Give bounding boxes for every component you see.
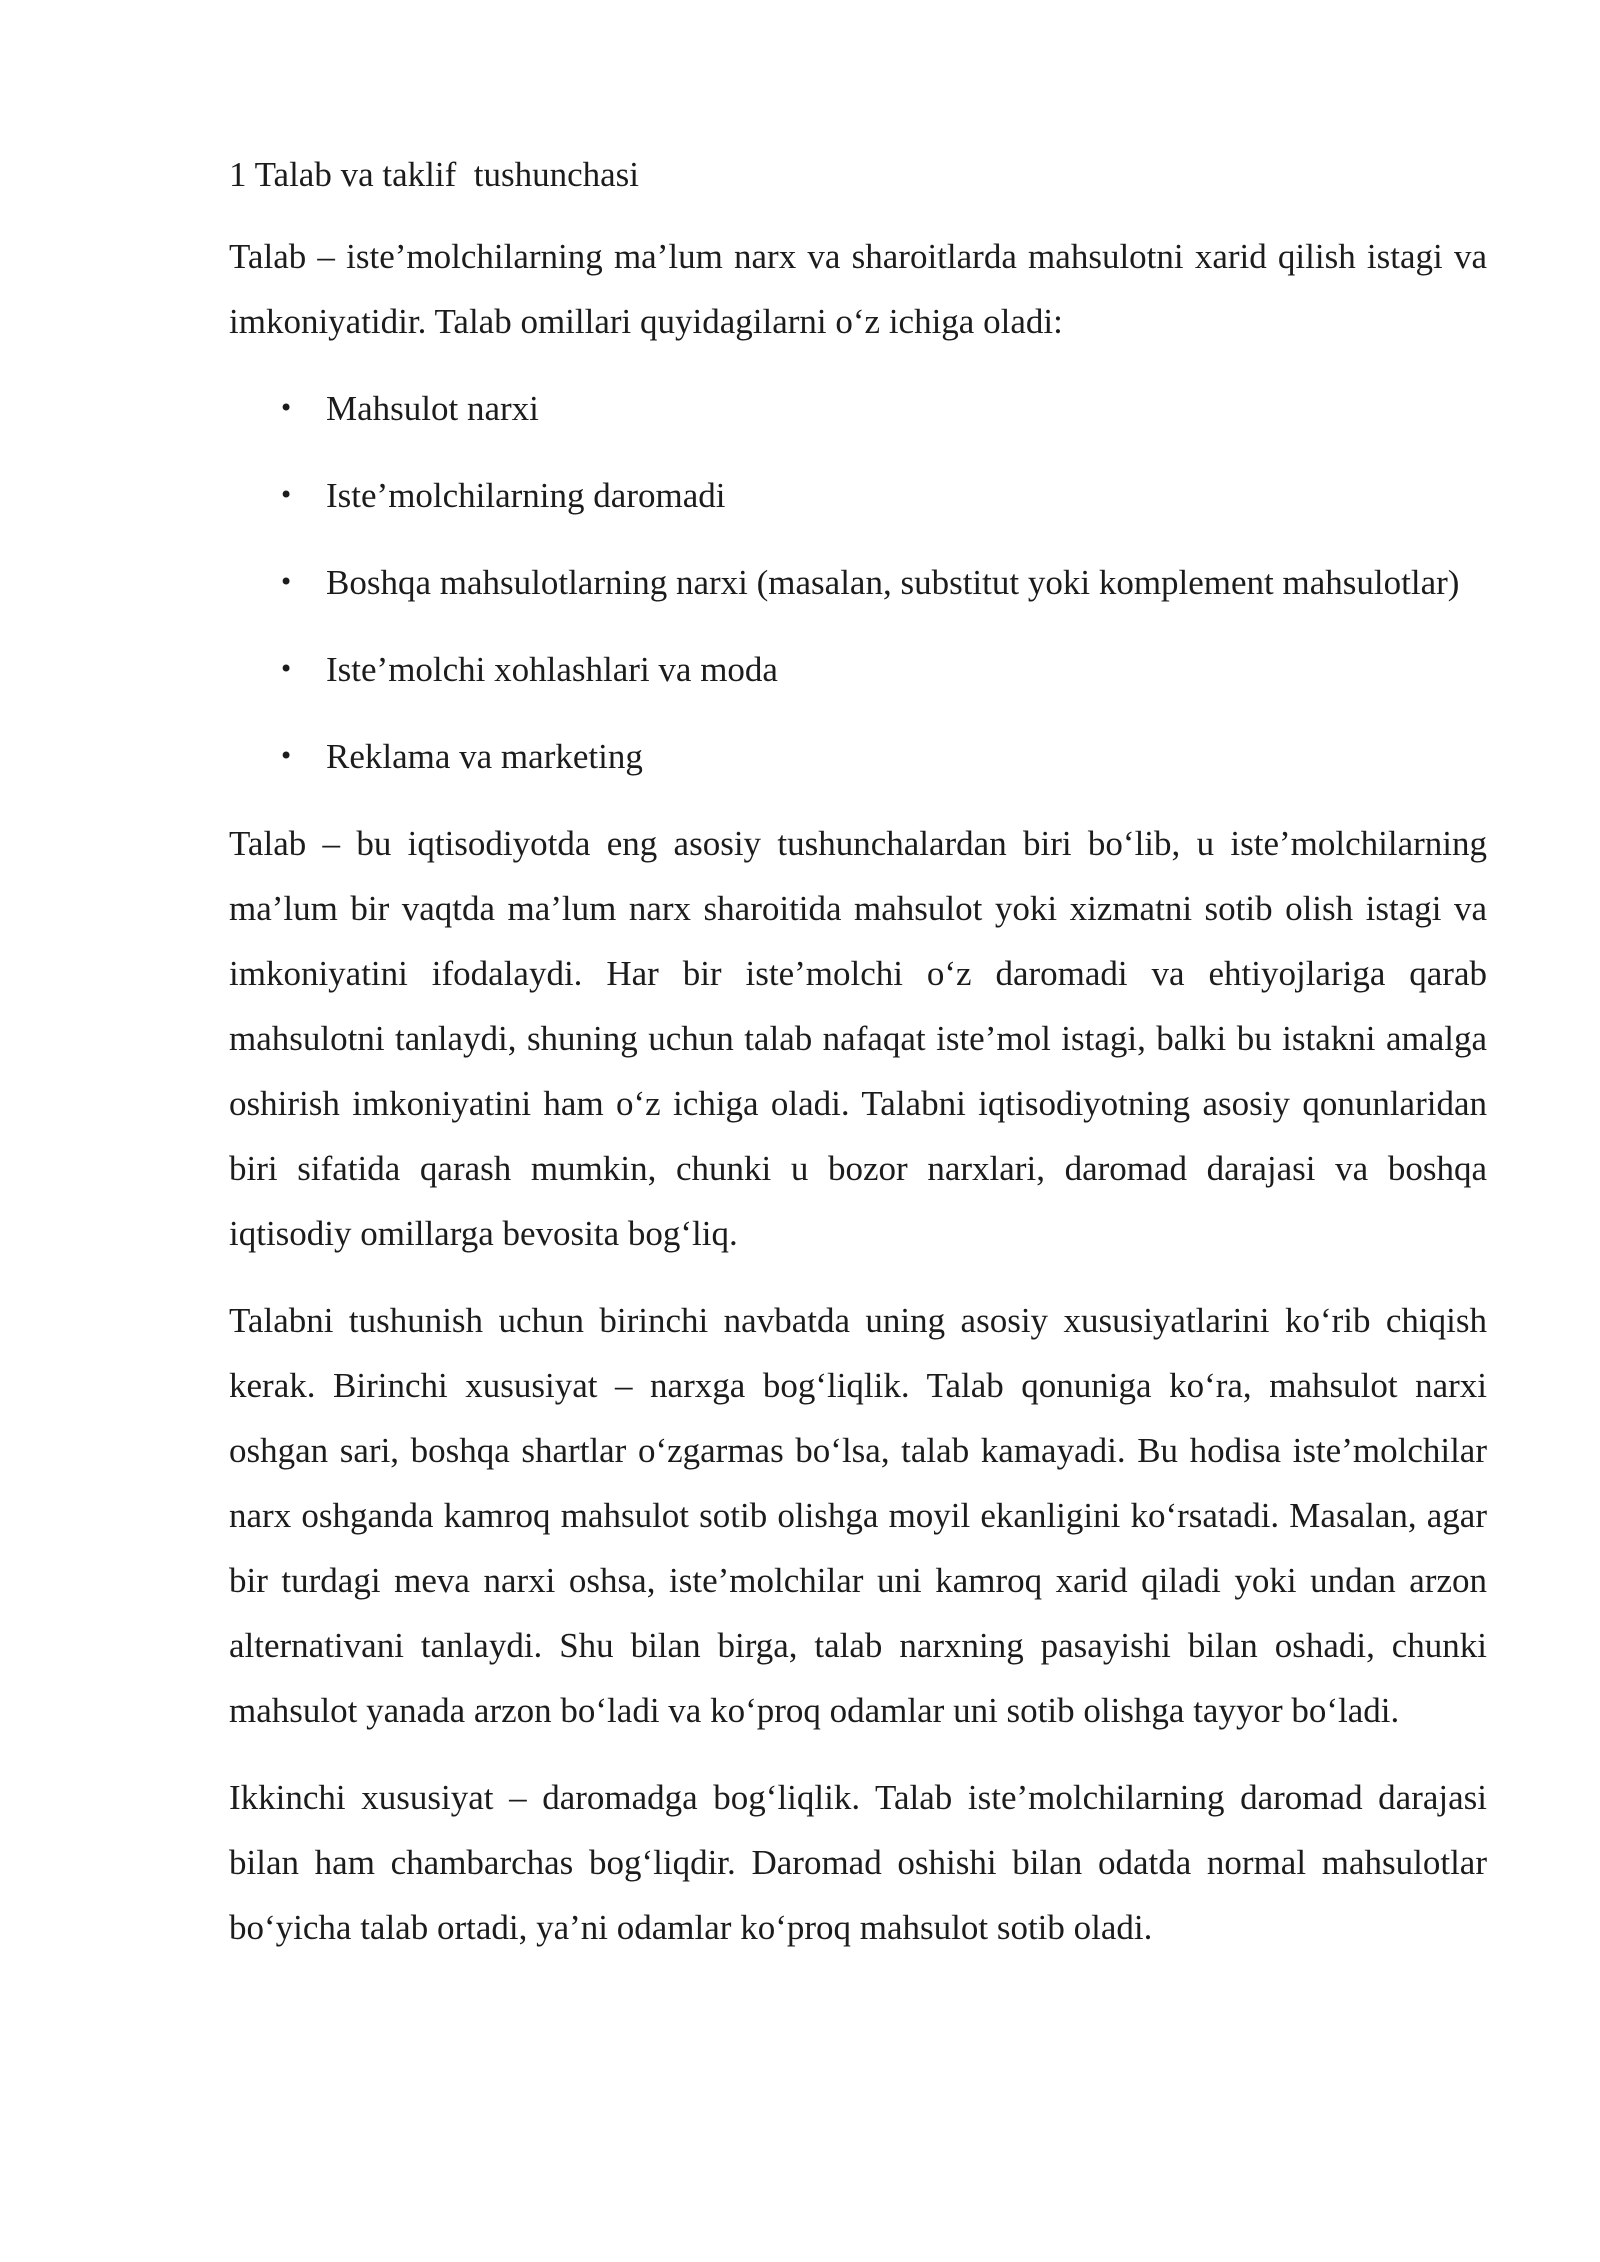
list-item bbox=[229, 463, 1487, 528]
bullet-icon: • bbox=[279, 655, 294, 683]
list-item-text: Mahsulot narxi bbox=[326, 389, 539, 428]
body-paragraph: Ikkinchi xususiyat – daromadga bog‘liqlik. Talab iste’molchilarning daromad darajasi bilan ham chambarchas bog‘liqdir. Daromad oshishi bilan odatda normal mahsulotlar bo‘yicha talab ortadi, ya’ni odamlar ko‘proq mahsulot sotib oladi. bbox=[229, 1778, 1487, 1947]
bullet-icon: • bbox=[279, 568, 294, 596]
list-item-text: Iste’molchi xohlashlari va moda bbox=[326, 650, 778, 689]
list-item bbox=[229, 724, 1487, 789]
demand-factors-list bbox=[229, 376, 1487, 789]
list-item bbox=[229, 376, 1487, 441]
list-item-text: Boshqa mahsulotlarning narxi (masalan, substitut yoki komplement mahsulotlar) bbox=[326, 563, 1460, 602]
bullet-icon: • bbox=[279, 394, 294, 422]
list-item-text: Reklama va marketing bbox=[326, 737, 643, 776]
section-heading: 1 Talab va taklif tushunchasi bbox=[229, 155, 640, 194]
intro-paragraph: Talab – iste’molchilarning ma’lum narx va sharoitlarda mahsulotni xarid qilish istagi va imkoniyatidir. Talab omillari quyidagilarni o‘z ichiga oladi: bbox=[229, 237, 1487, 341]
list-item bbox=[229, 550, 1487, 615]
document-page bbox=[229, 148, 1487, 1982]
list-item bbox=[229, 637, 1487, 702]
body-paragraph: Talab – bu iqtisodiyotda eng asosiy tushunchalardan biri bo‘lib, u iste’molchilarning ma’lum bir vaqtda ma’lum narx sharoitida mahsulot yoki xizmatni sotib olish istagi va imkoniyatini ifodalaydi. Har bir iste’molchi o‘z daromadi va ehtiyojlariga qarab mahsulotni tanlaydi, shuning uchun talab nafaqat iste’mol istagi, balki bu istakni amalga oshirish imkoniyatini ham o‘z ichiga oladi. Talabni iqtisodiyotning asosiy qonunlaridan biri sifatida qarash mumkin, chunki u bozor narxlari, daromad darajasi va boshqa iqtisodiy omillarga bevosita bog‘liq. bbox=[229, 824, 1487, 1253]
bullet-icon: • bbox=[279, 481, 294, 509]
list-item-text: Iste’molchilarning daromadi bbox=[326, 476, 726, 515]
bullet-icon: • bbox=[279, 742, 294, 770]
body-paragraph: Talabni tushunish uchun birinchi navbatda uning asosiy xususiyatlarini ko‘rib chiqish kerak. Birinchi xususiyat – narxga bog‘liqlik. Talab qonuniga ko‘ra, mahsulot narxi oshgan sari, boshqa shartlar o‘zgarmas bo‘lsa, talab kamayadi. Bu hodisa iste’molchilar narx oshganda kamroq mahsulot sotib olishga moyil ekanligini ko‘rsatadi. Masalan, agar bir turdagi meva narxi oshsa, iste’molchilar uni kamroq xarid qiladi yoki undan arzon alternativani tanlaydi. Shu bilan birga, talab narxning pasayishi bilan oshadi, chunki mahsulot yanada arzon bo‘ladi va ko‘proq odamlar uni sotib olishga tayyor bo‘ladi. bbox=[229, 1301, 1487, 1730]
